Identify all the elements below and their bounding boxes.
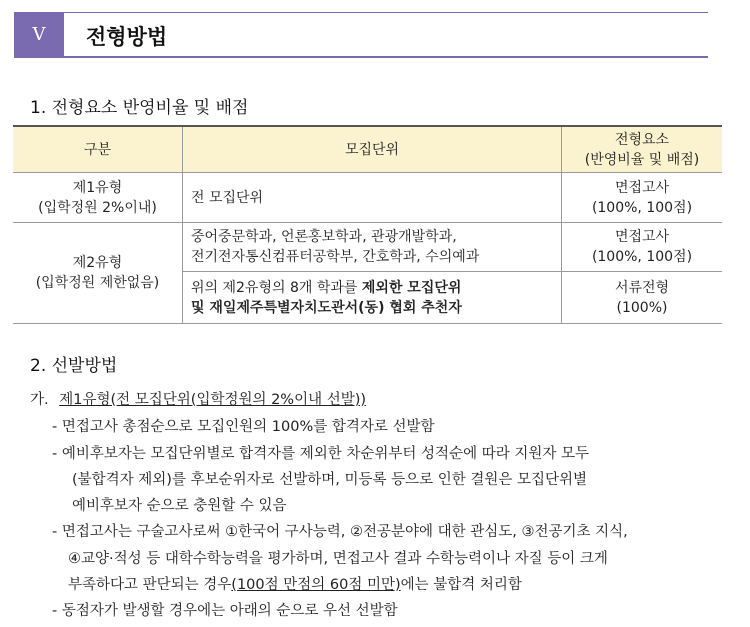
subsection-heading: 가. 제1유형(전 모집단위(입학정원의 2%이내 선발)) — [30, 392, 367, 408]
row1-unit: 전 모집단위 — [183, 173, 562, 223]
header-category: 구분 — [13, 126, 183, 173]
row2-type: 제2유형 (입학정원 제한없음) — [13, 223, 183, 324]
list-item: - 면접고사 총점순으로 모집인원의 100%를 합격자로 선발함 — [52, 419, 435, 435]
list-item: - 면접고사는 구술고사로써 ①한국어 구사능력, ②전공분야에 대한 관심도, ③전공기초 지식, — [52, 524, 628, 540]
selection-elements-table — [13, 125, 722, 324]
section-header — [14, 12, 708, 58]
table-header-row — [13, 126, 722, 173]
row2a-elements: 면접고사 (100%, 100점) — [562, 223, 723, 272]
row1-elements: 면접고사 (100%, 100점) — [562, 173, 723, 223]
section2-title: 2. 선발방법 — [30, 356, 118, 376]
table-row — [13, 173, 722, 223]
header-elements: 전형요소 (반영비율 및 배점) — [562, 126, 723, 173]
row2b-elements: 서류전형 (100%) — [562, 272, 723, 324]
list-item-cont: 예비후보자 순으로 충원할 수 있음 — [72, 498, 287, 514]
list-item: - 예비후보자는 모집단위별로 합격자를 제외한 차순위부터 성적순에 따라 지원자 모두 — [52, 446, 589, 462]
row2b-unit: 위의 제2유형의 8개 학과를 제외한 모집단위 및 재일제주특별자치도관서(동) 협회 추천자 — [183, 272, 562, 324]
roman-numeral-badge: V — [14, 12, 64, 56]
row1-type: 제1유형 (입학정원 2%이내) — [13, 173, 183, 223]
page-title: 전형방법 — [86, 25, 168, 49]
row2a-unit: 중어중문학과, 언론홍보학과, 관광개발학과, 전기전자통신컴퓨터공학부, 간호학과, 수의예과 — [183, 223, 562, 272]
list-item-cont: 부족하다고 판단되는 경우(100점 만점의 60점 미만)에는 불합격 처리함 — [68, 577, 522, 593]
header-bottom-rule — [14, 56, 708, 58]
header-unit: 모집단위 — [183, 126, 562, 173]
header-top-rule — [64, 12, 708, 13]
list-item-cont: ④교양·적성 등 대학수학능력을 평가하며, 면접고사 결과 수학능력이나 자질 등이 크게 — [68, 551, 608, 567]
table-row — [13, 223, 722, 272]
section1-title: 1. 전형요소 반영비율 및 배점 — [30, 98, 249, 118]
list-item-cont: (불합격자 제외)를 후보순위자로 선발하며, 미등록 등으로 인한 결원은 모집단위별 — [72, 472, 588, 488]
list-item: - 동점자가 발생할 경우에는 아래의 순으로 우선 선발함 — [52, 603, 398, 619]
